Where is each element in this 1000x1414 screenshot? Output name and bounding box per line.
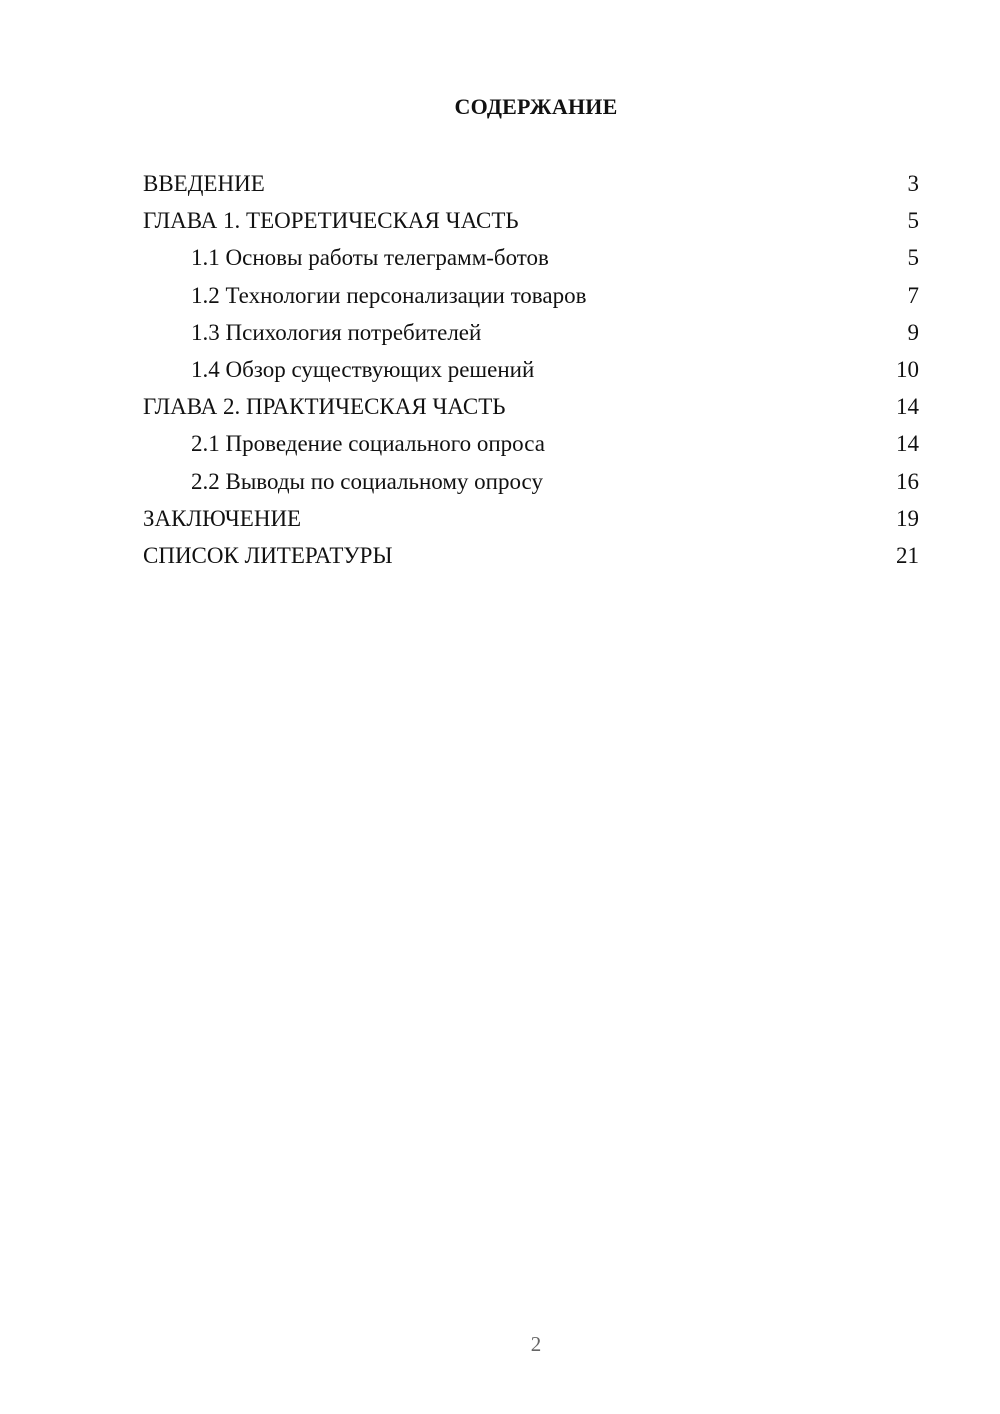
toc-entry-section-2-2[interactable]: [143, 466, 919, 503]
table-of-contents: [143, 168, 919, 577]
toc-entry-chapter-1[interactable]: [143, 205, 919, 242]
toc-entry-section-1-3[interactable]: [143, 317, 919, 354]
toc-entry-label: ГЛАВА 1. ТЕОРЕТИЧЕСКАЯ ЧАСТЬ: [143, 208, 519, 234]
toc-title: СОДЕРЖАНИЕ: [454, 94, 618, 119]
toc-entry-page: 5: [907, 245, 919, 271]
toc-entry-section-1-4[interactable]: [143, 354, 919, 391]
toc-entry-page: 19: [896, 505, 919, 531]
toc-entry-label: 2.2 Выводы по социальному опросу: [191, 468, 543, 494]
toc-entry-label: 1.2 Технологии персонализации товаров: [191, 282, 587, 308]
toc-entry-label: СПИСОК ЛИТЕРАТУРЫ: [143, 542, 393, 568]
toc-entry-page: 5: [907, 208, 919, 234]
toc-entry-page: 3: [907, 171, 919, 196]
toc-entry-label: 1.4 Обзор существующих решений: [191, 356, 535, 382]
toc-entry-introduction[interactable]: [143, 168, 919, 205]
toc-entry-label: 2.1 Проведение социального опроса: [191, 431, 545, 457]
toc-entry-bibliography[interactable]: [143, 540, 919, 577]
toc-entry-page: 9: [907, 319, 919, 345]
toc-entry-page: 14: [896, 431, 919, 457]
toc-entry-page: 14: [896, 394, 919, 420]
toc-entry-label: 1.3 Психология потребителей: [191, 319, 482, 345]
toc-entry-section-2-1[interactable]: [143, 428, 919, 465]
toc-entry-chapter-2[interactable]: [143, 391, 919, 428]
toc-entry-page: 7: [907, 282, 919, 308]
toc-entry-conclusion[interactable]: [143, 503, 919, 540]
toc-entry-page: 10: [896, 356, 919, 382]
toc-entry-label: ЗАКЛЮЧЕНИЕ: [143, 505, 302, 531]
toc-entry-page: 21: [896, 542, 919, 568]
toc-entry-section-1-2[interactable]: [143, 280, 919, 317]
toc-entry-label: ГЛАВА 2. ПРАКТИЧЕСКАЯ ЧАСТЬ: [143, 394, 506, 420]
toc-entry-label: ВВЕДЕНИЕ: [143, 171, 265, 196]
page-number: 2: [530, 1332, 542, 1356]
toc-entry-section-1-1[interactable]: [143, 242, 919, 279]
toc-entry-page: 16: [896, 468, 919, 494]
toc-entry-label: 1.1 Основы работы телеграмм-ботов: [191, 245, 549, 271]
